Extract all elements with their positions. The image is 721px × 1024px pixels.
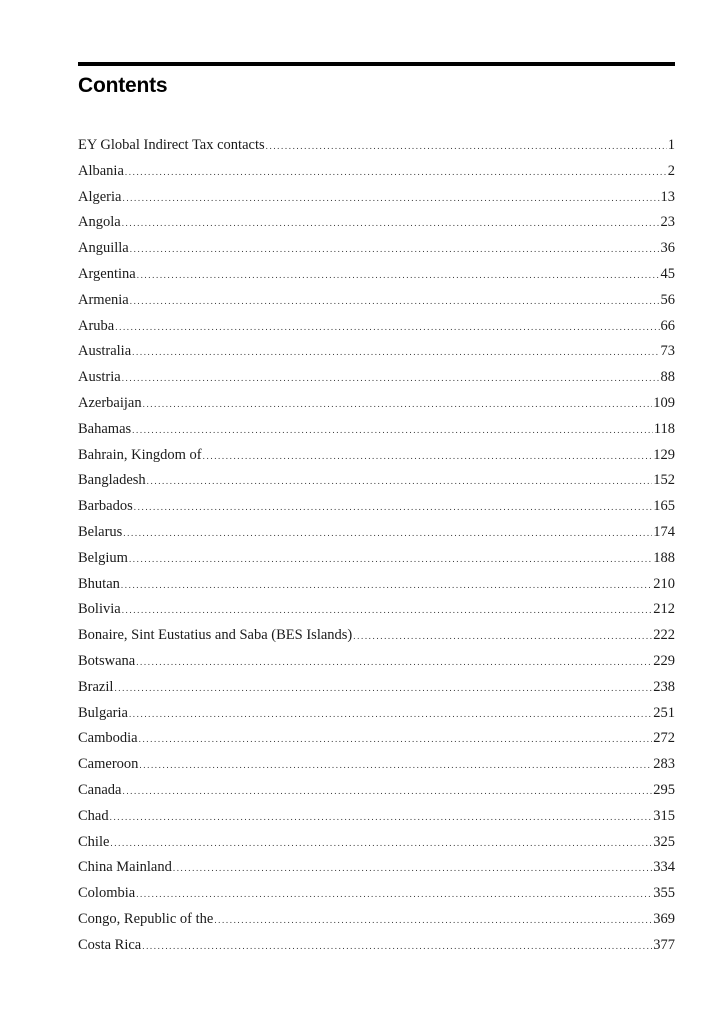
- toc-entry-label: Belarus: [78, 523, 123, 540]
- toc-entry-page-number: 152: [653, 472, 675, 489]
- dot-leader: [132, 418, 653, 444]
- toc-entry[interactable]: [78, 752, 675, 778]
- toc-entry[interactable]: [78, 830, 675, 856]
- toc-entry-page-number: 334: [653, 859, 675, 876]
- toc-entry-label: Bulgaria: [78, 704, 128, 721]
- toc-entry-label: Congo, Republic of the: [78, 910, 214, 927]
- dot-leader: [121, 573, 652, 599]
- dot-leader: [142, 934, 652, 960]
- toc-entry-label: Bangladesh: [78, 472, 146, 489]
- toc-entry[interactable]: [78, 649, 675, 675]
- toc-entry-page-number: 369: [653, 910, 675, 927]
- table-of-contents: [78, 133, 675, 959]
- toc-entry-label: Chile: [78, 833, 110, 850]
- dot-leader: [139, 753, 652, 779]
- dot-leader: [122, 366, 660, 392]
- dot-leader: [123, 521, 652, 547]
- toc-entry-label: Bonaire, Sint Eustatius and Saba (BES Islands): [78, 627, 353, 644]
- toc-entry-page-number: 73: [660, 343, 675, 360]
- toc-entry[interactable]: [78, 881, 675, 907]
- toc-entry-page-number: 174: [653, 523, 675, 540]
- dot-leader: [122, 211, 660, 237]
- toc-entry-page-number: 36: [660, 240, 675, 257]
- toc-entry-label: Algeria: [78, 188, 122, 205]
- toc-entry[interactable]: [78, 546, 675, 572]
- toc-entry[interactable]: [78, 597, 675, 623]
- toc-entry[interactable]: [78, 855, 675, 881]
- dot-leader: [132, 340, 659, 366]
- dot-leader: [143, 392, 653, 418]
- toc-entry-page-number: 109: [653, 394, 675, 411]
- dot-leader: [122, 186, 659, 212]
- toc-entry-label: Aruba: [78, 317, 115, 334]
- toc-entry-label: Canada: [78, 781, 122, 798]
- toc-entry[interactable]: [78, 236, 675, 262]
- toc-entry[interactable]: [78, 468, 675, 494]
- toc-entry-page-number: 129: [653, 446, 675, 463]
- toc-entry[interactable]: [78, 520, 675, 546]
- toc-entry-label: Azerbaijan: [78, 394, 142, 411]
- toc-entry-page-number: 13: [660, 188, 675, 205]
- toc-entry[interactable]: [78, 417, 675, 443]
- dot-leader: [129, 547, 652, 573]
- toc-entry[interactable]: [78, 159, 675, 185]
- toc-entry-label: China Mainland: [78, 859, 172, 876]
- toc-entry-label: Argentina: [78, 265, 136, 282]
- dot-leader: [173, 856, 652, 882]
- toc-entry-page-number: 272: [653, 730, 675, 747]
- toc-entry-page-number: 295: [653, 781, 675, 798]
- toc-entry-page-number: 212: [653, 601, 675, 618]
- toc-entry[interactable]: [78, 675, 675, 701]
- dot-leader: [129, 702, 652, 728]
- toc-entry[interactable]: [78, 701, 675, 727]
- toc-entry-label: Botswana: [78, 652, 136, 669]
- toc-entry-label: Belgium: [78, 549, 128, 566]
- toc-entry[interactable]: [78, 907, 675, 933]
- toc-entry-label: Brazil: [78, 678, 114, 695]
- toc-entry[interactable]: [78, 572, 675, 598]
- toc-entry-page-number: 325: [653, 833, 675, 850]
- toc-entry-page-number: 1: [667, 137, 675, 153]
- dot-leader: [136, 882, 652, 908]
- toc-entry-page-number: 66: [660, 317, 675, 334]
- dot-leader: [139, 727, 653, 753]
- toc-entry-page-number: 210: [653, 575, 675, 592]
- toc-entry-page-number: 238: [653, 678, 675, 695]
- dot-leader: [266, 134, 667, 160]
- toc-entry-page-number: 251: [653, 704, 675, 721]
- toc-entry-label: Bolivia: [78, 601, 121, 618]
- toc-entry[interactable]: [78, 365, 675, 391]
- dot-leader: [137, 263, 660, 289]
- toc-entry-page-number: 56: [660, 291, 675, 308]
- dot-leader: [110, 805, 653, 831]
- header-rule: [78, 62, 675, 66]
- dot-leader: [353, 624, 652, 650]
- toc-entry-label: Cameroon: [78, 756, 139, 773]
- toc-entry[interactable]: [78, 778, 675, 804]
- toc-entry-label: Bhutan: [78, 575, 120, 592]
- toc-entry-label: Anguilla: [78, 240, 129, 257]
- toc-entry-label: Albania: [78, 162, 124, 179]
- toc-entry[interactable]: [78, 443, 675, 469]
- toc-entry[interactable]: [78, 623, 675, 649]
- toc-entry-label: Bahamas: [78, 420, 132, 437]
- dot-leader: [125, 160, 667, 186]
- toc-entry-page-number: 315: [653, 807, 675, 824]
- toc-entry-label: Cambodia: [78, 730, 138, 747]
- toc-entry-page-number: 88: [660, 369, 675, 386]
- toc-entry[interactable]: [78, 804, 675, 830]
- dot-leader: [203, 444, 653, 470]
- dot-leader: [214, 908, 652, 934]
- toc-entry-label: Barbados: [78, 498, 133, 515]
- toc-entry-label: Angola: [78, 214, 121, 231]
- dot-leader: [130, 289, 660, 315]
- toc-entry-page-number: 283: [653, 756, 675, 773]
- toc-entry[interactable]: [78, 210, 675, 236]
- toc-entry[interactable]: [78, 391, 675, 417]
- toc-entry[interactable]: [78, 133, 675, 159]
- toc-entry[interactable]: [78, 933, 675, 959]
- toc-entry[interactable]: [78, 262, 675, 288]
- toc-entry-label: Costa Rica: [78, 936, 142, 953]
- toc-entry-label: Australia: [78, 343, 132, 360]
- dot-leader: [122, 779, 652, 805]
- toc-entry-page-number: 222: [653, 627, 675, 644]
- toc-entry-page-number: 45: [660, 265, 675, 282]
- page-title: Contents: [78, 74, 168, 97]
- toc-entry-label: Armenia: [78, 291, 129, 308]
- toc-entry-label: Colombia: [78, 885, 136, 902]
- dot-leader: [114, 676, 652, 702]
- dot-leader: [147, 469, 653, 495]
- toc-entry[interactable]: [78, 726, 675, 752]
- toc-entry[interactable]: [78, 288, 675, 314]
- dot-leader: [134, 495, 652, 521]
- toc-entry-label: Bahrain, Kingdom of: [78, 446, 202, 463]
- dot-leader: [115, 315, 659, 341]
- toc-entry-page-number: 23: [660, 214, 675, 231]
- toc-entry-page-number: 2: [667, 162, 675, 179]
- dot-leader: [122, 598, 653, 624]
- dot-leader: [110, 831, 652, 857]
- toc-entry[interactable]: [78, 494, 675, 520]
- toc-entry-page-number: 355: [653, 885, 675, 902]
- toc-entry-label: Austria: [78, 369, 121, 386]
- toc-entry-page-number: 165: [653, 498, 675, 515]
- dot-leader: [130, 237, 660, 263]
- toc-entry-page-number: 229: [653, 652, 675, 669]
- toc-entry-page-number: 377: [653, 936, 675, 953]
- toc-entry[interactable]: [78, 339, 675, 365]
- toc-entry-label: EY Global Indirect Tax contacts: [78, 137, 265, 153]
- toc-entry-page-number: 118: [653, 420, 675, 437]
- toc-entry-label: Chad: [78, 807, 109, 824]
- dot-leader: [136, 650, 652, 676]
- toc-entry-page-number: 188: [653, 549, 675, 566]
- toc-entry[interactable]: [78, 314, 675, 340]
- toc-entry[interactable]: [78, 185, 675, 211]
